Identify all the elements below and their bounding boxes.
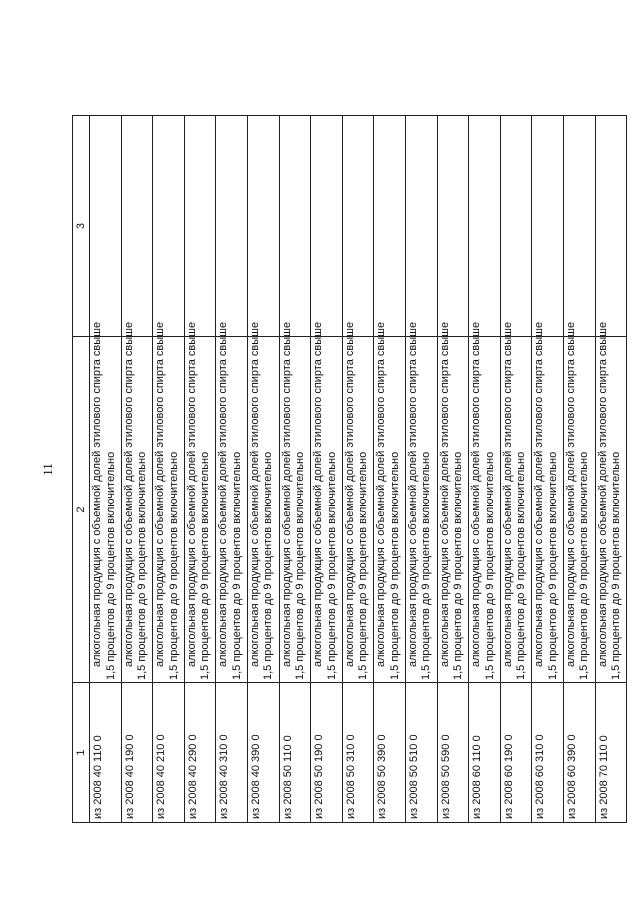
column-header-note: 3 xyxy=(73,116,90,337)
commodity-description xyxy=(247,321,279,683)
description-line-2: 1,5 процентов до 9 процентов включительно xyxy=(357,451,370,680)
commodity-code: из 2008 50 390 0 xyxy=(374,683,406,823)
commodity-description xyxy=(563,321,595,683)
description-line-2: 1,5 процентов до 9 процентов включительно xyxy=(136,451,149,680)
commodity-description xyxy=(405,321,437,683)
description-line-2: 1,5 процентов до 9 процентов включительно xyxy=(167,451,180,680)
description-line-2: 1,5 процентов до 9 процентов включительно xyxy=(452,451,465,680)
commodity-description xyxy=(374,321,406,683)
description-line-1: алкогольная продукция с объемной долей этилового спирта свыше xyxy=(312,321,325,667)
commodity-code: из 2008 40 210 0 xyxy=(153,683,185,823)
description-line-1: алкогольная продукция с объемной долей этилового спирта свыше xyxy=(470,321,483,667)
note-cell xyxy=(279,116,311,337)
note-cell xyxy=(121,116,153,337)
note-cell xyxy=(405,116,437,337)
description-line-1: алкогольная продукция с объемной долей этилового спирта свыше xyxy=(248,321,261,667)
commodity-code: из 2008 50 190 0 xyxy=(311,683,343,823)
commodity-code: из 2008 40 190 0 xyxy=(121,683,153,823)
commodity-description xyxy=(595,321,627,683)
commodity-code: из 2008 60 310 0 xyxy=(532,683,564,823)
description-line-2: 1,5 процентов до 9 процентов включительно xyxy=(388,451,401,680)
commodity-description xyxy=(500,321,532,683)
commodity-description xyxy=(90,321,122,683)
table-row xyxy=(342,116,374,823)
description-line-1: алкогольная продукция с объемной долей этилового спирта свыше xyxy=(280,321,293,667)
table-row xyxy=(563,116,595,823)
commodity-description xyxy=(184,321,216,683)
commodity-code: из 2008 50 590 0 xyxy=(437,683,469,823)
note-cell xyxy=(90,116,122,337)
table-row xyxy=(153,116,185,823)
commodity-description xyxy=(437,321,469,683)
description-line-1: алкогольная продукция с объемной долей этилового спирта свыше xyxy=(596,321,609,667)
note-cell xyxy=(153,116,185,337)
note-cell xyxy=(532,116,564,337)
commodity-code: из 2008 60 190 0 xyxy=(500,683,532,823)
note-cell xyxy=(311,116,343,337)
note-cell xyxy=(500,116,532,337)
commodity-code: из 2008 70 110 0 xyxy=(595,683,627,823)
table-body xyxy=(90,116,627,823)
description-line-1: алкогольная продукция с объемной долей этилового спирта свыше xyxy=(406,321,419,667)
note-cell xyxy=(595,116,627,337)
table-row xyxy=(405,116,437,823)
description-line-1: алкогольная продукция с объемной долей этилового спирта свыше xyxy=(438,321,451,667)
column-header-description: 2 xyxy=(73,337,90,683)
table-row xyxy=(532,116,564,823)
page-number: 11 xyxy=(40,463,55,476)
description-line-2: 1,5 процентов до 9 процентов включительно xyxy=(610,451,622,680)
commodity-description xyxy=(153,321,185,683)
commodity-code: из 2008 60 110 0 xyxy=(469,683,501,823)
table-row xyxy=(279,116,311,823)
table-row xyxy=(595,116,627,823)
commodity-code: из 2008 50 510 0 xyxy=(405,683,437,823)
table-row xyxy=(469,116,501,823)
description-line-1: алкогольная продукция с объемной долей этилового спирта свыше xyxy=(375,321,388,667)
table-row xyxy=(247,116,279,823)
table-row xyxy=(121,116,153,823)
table-row xyxy=(311,116,343,823)
commodity-code: из 2008 40 390 0 xyxy=(247,683,279,823)
description-line-1: алкогольная продукция с объемной долей этилового спирта свыше xyxy=(122,321,135,667)
commodity-code: из 2008 40 290 0 xyxy=(184,683,216,823)
commodity-code: из 2008 50 110 0 xyxy=(279,683,311,823)
commodity-description xyxy=(216,321,248,683)
note-cell xyxy=(437,116,469,337)
commodity-description xyxy=(532,321,564,683)
description-line-2: 1,5 процентов до 9 процентов включительно xyxy=(546,451,559,680)
description-line-1: алкогольная продукция с объемной долей этилового спирта свыше xyxy=(533,321,546,667)
description-line-1: алкогольная продукция с объемной долей этилового спирта свыше xyxy=(343,321,356,667)
commodity-code: из 2008 50 310 0 xyxy=(342,683,374,823)
description-line-2: 1,5 процентов до 9 процентов включительно xyxy=(199,451,212,680)
table-header-row xyxy=(73,116,90,823)
commodity-code: из 2008 40 310 0 xyxy=(216,683,248,823)
note-cell xyxy=(216,116,248,337)
description-line-1: алкогольная продукция с объемной долей этилового спирта свыше xyxy=(217,321,230,667)
description-line-2: 1,5 процентов до 9 процентов включительно xyxy=(578,451,591,680)
description-line-2: 1,5 процентов до 9 процентов включительно xyxy=(104,451,117,680)
rotated-page xyxy=(40,116,622,823)
description-line-1: алкогольная продукция с объемной долей этилового спирта свыше xyxy=(501,321,514,667)
table-row xyxy=(437,116,469,823)
table-row xyxy=(184,116,216,823)
note-cell xyxy=(563,116,595,337)
description-line-2: 1,5 процентов до 9 процентов включительно xyxy=(294,451,307,680)
note-cell xyxy=(184,116,216,337)
description-line-1: алкогольная продукция с объемной долей этилового спирта свыше xyxy=(91,321,103,667)
commodity-description xyxy=(311,321,343,683)
table-row xyxy=(216,116,248,823)
description-line-2: 1,5 процентов до 9 процентов включительно xyxy=(515,451,528,680)
description-line-1: алкогольная продукция с объемной долей этилового спирта свыше xyxy=(154,321,167,667)
table-row xyxy=(90,116,122,823)
note-cell xyxy=(469,116,501,337)
table-row xyxy=(374,116,406,823)
description-line-2: 1,5 процентов до 9 процентов включительно xyxy=(420,451,433,680)
commodity-code: из 2008 60 390 0 xyxy=(563,683,595,823)
description-line-1: алкогольная продукция с объемной долей этилового спирта свыше xyxy=(564,321,577,667)
note-cell xyxy=(247,116,279,337)
commodity-description xyxy=(469,321,501,683)
description-line-2: 1,5 процентов до 9 процентов включительно xyxy=(230,451,243,680)
description-line-2: 1,5 процентов до 9 процентов включительно xyxy=(262,451,275,680)
table-row xyxy=(500,116,532,823)
note-cell xyxy=(374,116,406,337)
description-line-2: 1,5 процентов до 9 процентов включительно xyxy=(325,451,338,680)
note-cell xyxy=(342,116,374,337)
description-line-1: алкогольная продукция с объемной долей этилового спирта свыше xyxy=(185,321,198,667)
tariff-table xyxy=(72,115,627,823)
commodity-description xyxy=(279,321,311,683)
commodity-description xyxy=(121,321,153,683)
description-line-2: 1,5 процентов до 9 процентов включительно xyxy=(483,451,496,680)
commodity-description xyxy=(342,321,374,683)
commodity-code: из 2008 40 110 0 xyxy=(90,683,122,823)
column-header-code: 1 xyxy=(73,683,90,823)
